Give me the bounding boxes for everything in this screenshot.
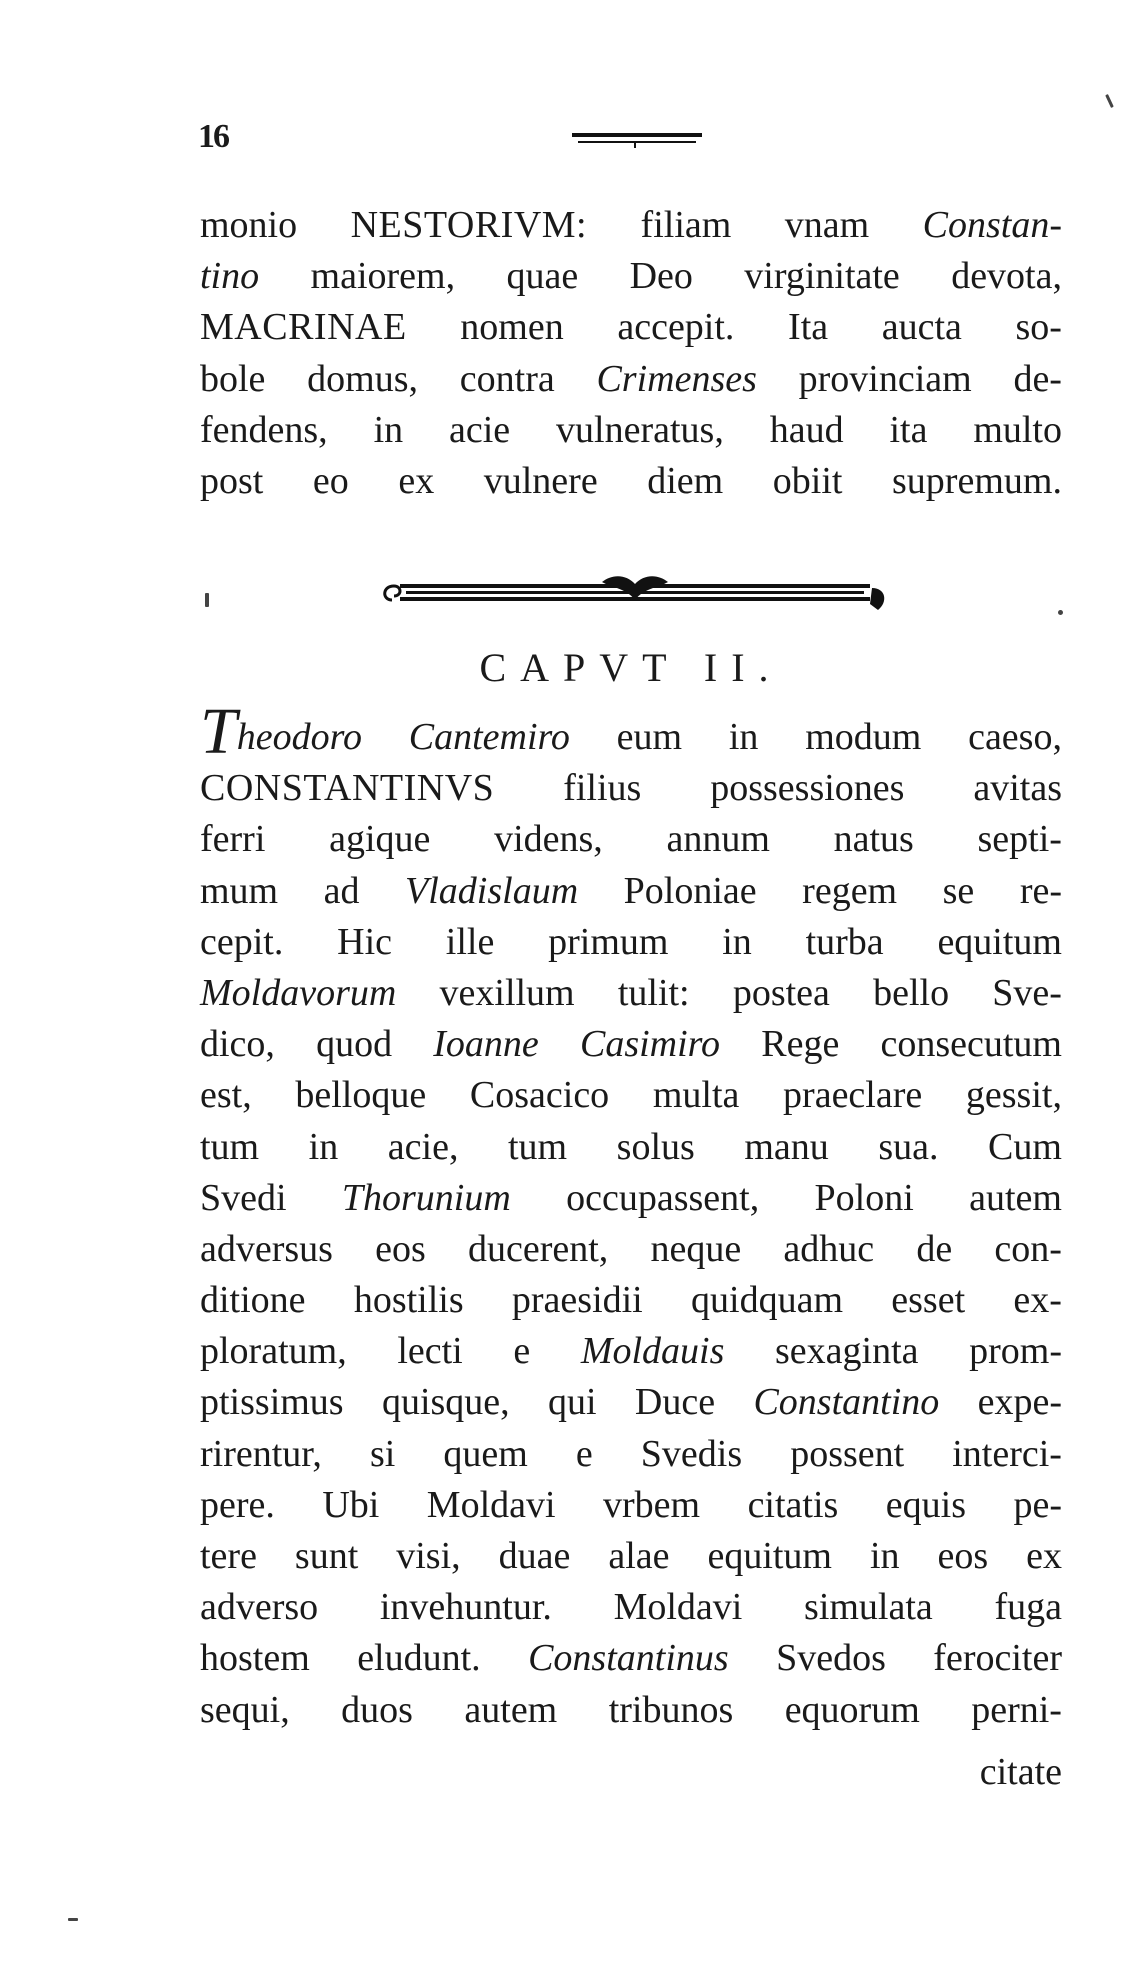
word: lecti bbox=[397, 1330, 463, 1373]
word: primum bbox=[548, 920, 669, 963]
word: vulnere bbox=[483, 459, 598, 502]
word: Moldavi bbox=[613, 1586, 743, 1629]
word: adhuc bbox=[783, 1227, 875, 1270]
word: Vladislaum bbox=[405, 869, 579, 912]
word: Moldauis bbox=[580, 1330, 725, 1373]
word: filius bbox=[563, 767, 642, 810]
word: bole bbox=[200, 357, 266, 400]
word: aucta bbox=[881, 306, 962, 349]
word: haud bbox=[769, 408, 844, 451]
word: interci- bbox=[952, 1432, 1062, 1475]
word: invehuntur. bbox=[379, 1586, 552, 1629]
word: ploratum, bbox=[200, 1330, 347, 1373]
page-number: 16 bbox=[198, 118, 228, 155]
word: Duce bbox=[634, 1381, 716, 1424]
word: avitas bbox=[973, 767, 1062, 810]
paper-speck bbox=[68, 1918, 78, 1921]
word: alae bbox=[608, 1535, 670, 1577]
paper-speck bbox=[1058, 610, 1063, 615]
word: mum bbox=[200, 869, 279, 912]
word: eo bbox=[312, 459, 349, 502]
word: tere bbox=[200, 1535, 257, 1577]
word: qui bbox=[548, 1381, 597, 1424]
word: equorum bbox=[784, 1688, 920, 1731]
word: sua. bbox=[878, 1125, 939, 1168]
word: neque bbox=[650, 1227, 742, 1270]
word: possessiones bbox=[710, 767, 905, 810]
word: quae bbox=[506, 255, 579, 298]
text-line bbox=[200, 1224, 1062, 1275]
text-line bbox=[200, 1275, 1062, 1326]
text-line bbox=[200, 917, 1062, 968]
word: vnam bbox=[784, 204, 870, 246]
text-line bbox=[200, 1070, 1062, 1121]
word: equitum bbox=[707, 1535, 832, 1577]
word: Svedos bbox=[776, 1637, 886, 1680]
word: equis bbox=[885, 1483, 966, 1526]
word: videns, bbox=[494, 818, 603, 861]
paragraph-2 bbox=[200, 695, 1062, 1736]
word: in bbox=[722, 920, 752, 963]
word: contra bbox=[459, 357, 555, 400]
text-line bbox=[200, 1633, 1062, 1684]
word: ditione bbox=[200, 1279, 306, 1322]
text-line bbox=[200, 866, 1062, 917]
word: Theodoro bbox=[200, 695, 362, 768]
word: ferociter bbox=[933, 1637, 1062, 1680]
word: CONSTANTINVS bbox=[200, 767, 495, 810]
word: est, bbox=[200, 1074, 252, 1117]
text-line bbox=[200, 1685, 1062, 1736]
catchword: citate bbox=[979, 1751, 1062, 1793]
word: maiorem, bbox=[310, 255, 456, 298]
word: regem bbox=[802, 869, 898, 912]
word: MACRINAE bbox=[200, 306, 407, 349]
text-line bbox=[200, 968, 1062, 1019]
word: in bbox=[373, 408, 404, 451]
word: eos bbox=[375, 1227, 426, 1270]
word: equitum bbox=[937, 920, 1062, 963]
word: Crimenses bbox=[596, 357, 757, 400]
word: Moldavorum bbox=[200, 971, 397, 1014]
word: turba bbox=[805, 920, 884, 963]
word: so- bbox=[1015, 306, 1062, 349]
word: de bbox=[916, 1227, 953, 1270]
word: bello bbox=[873, 971, 950, 1014]
word: perni- bbox=[971, 1688, 1062, 1731]
word: e bbox=[513, 1330, 531, 1373]
word: praeclare bbox=[783, 1074, 923, 1117]
chapter-ornament bbox=[380, 574, 890, 616]
word: eum bbox=[616, 716, 683, 758]
word: accepit. bbox=[617, 306, 735, 349]
word: de- bbox=[1013, 357, 1062, 400]
word: septi- bbox=[977, 818, 1062, 861]
word: pe- bbox=[1013, 1483, 1062, 1526]
chapter-heading: CAPVT II. bbox=[479, 645, 783, 690]
word: ptissimus bbox=[200, 1381, 344, 1424]
word: cepit. bbox=[200, 920, 284, 963]
word: acie bbox=[449, 408, 511, 451]
text-line bbox=[200, 1173, 1062, 1224]
word: tum bbox=[507, 1125, 568, 1168]
word: tribunos bbox=[608, 1688, 734, 1731]
word: eos bbox=[937, 1535, 989, 1577]
word: caeso, bbox=[968, 716, 1062, 758]
word: adverso bbox=[200, 1586, 319, 1629]
word: simulata bbox=[804, 1586, 933, 1629]
word: sequi, bbox=[200, 1688, 290, 1731]
word: esset bbox=[891, 1279, 966, 1322]
word: ita bbox=[889, 408, 928, 451]
word: in bbox=[869, 1535, 900, 1577]
text-line bbox=[200, 354, 1062, 405]
word: Ioanne bbox=[433, 1023, 539, 1066]
word: agique bbox=[329, 818, 431, 861]
word: Svedi bbox=[200, 1176, 287, 1219]
word: fuga bbox=[994, 1586, 1062, 1629]
word: Poloni bbox=[814, 1176, 914, 1219]
word: Thorunium bbox=[341, 1176, 511, 1219]
word: provinciam bbox=[798, 357, 972, 400]
word: Moldavi bbox=[426, 1483, 556, 1526]
word: post bbox=[200, 459, 264, 502]
word: ex bbox=[1026, 1535, 1062, 1577]
word: quisque, bbox=[381, 1381, 510, 1424]
word: hostem bbox=[200, 1637, 310, 1680]
word: e bbox=[575, 1432, 593, 1475]
word: vexillum bbox=[439, 971, 575, 1014]
word: diem bbox=[647, 459, 724, 502]
word: Hic bbox=[337, 920, 393, 963]
word: annum bbox=[666, 818, 770, 861]
word: tulit: bbox=[617, 971, 690, 1014]
word: multa bbox=[652, 1074, 740, 1117]
word: Rege bbox=[761, 1023, 840, 1066]
word: ducerent, bbox=[468, 1227, 609, 1270]
word: vrbem bbox=[603, 1483, 701, 1526]
word: adversus bbox=[200, 1227, 333, 1270]
text-line bbox=[200, 251, 1062, 302]
text-line bbox=[200, 1326, 1062, 1377]
word: occupassent, bbox=[566, 1176, 760, 1219]
word: ex- bbox=[1013, 1279, 1062, 1322]
word: Svedis bbox=[640, 1432, 743, 1475]
word: pere. bbox=[200, 1483, 275, 1526]
word: Cantemiro bbox=[408, 716, 570, 758]
word: Cum bbox=[988, 1125, 1062, 1168]
word: nomen bbox=[460, 306, 564, 349]
word: gessit, bbox=[965, 1074, 1062, 1117]
header-rule-ornament bbox=[572, 130, 702, 150]
word: hostilis bbox=[353, 1279, 464, 1322]
word: re- bbox=[1019, 869, 1062, 912]
word: ex bbox=[398, 459, 435, 502]
text-line bbox=[200, 302, 1062, 353]
word: Cosacico bbox=[469, 1074, 610, 1117]
word: citatis bbox=[747, 1483, 839, 1526]
word: sunt bbox=[294, 1535, 359, 1577]
word: tum bbox=[200, 1125, 260, 1168]
word: dico, bbox=[200, 1023, 275, 1066]
word: Deo bbox=[629, 255, 693, 298]
word: multo bbox=[973, 408, 1062, 451]
text-line bbox=[200, 1377, 1062, 1428]
word: obiit bbox=[772, 459, 843, 502]
word: filiam bbox=[640, 204, 732, 246]
text-line bbox=[200, 1531, 1062, 1582]
word: praesidii bbox=[511, 1279, 643, 1322]
word: monio bbox=[200, 204, 298, 246]
text-line bbox=[200, 456, 1062, 507]
word: NESTORIVM: bbox=[350, 204, 588, 246]
text-line bbox=[200, 405, 1062, 456]
word: virginitate bbox=[744, 255, 900, 298]
word: autem bbox=[969, 1176, 1062, 1219]
word: quem bbox=[443, 1432, 528, 1475]
word: Constan- bbox=[922, 204, 1062, 246]
paper-speck bbox=[205, 593, 209, 607]
word: consecutum bbox=[880, 1023, 1062, 1066]
word: sexaginta bbox=[774, 1330, 919, 1373]
word: se bbox=[942, 869, 975, 912]
word: tino bbox=[200, 255, 260, 298]
word: modum bbox=[805, 716, 922, 758]
text-line bbox=[200, 1582, 1062, 1633]
word: rirentur, bbox=[200, 1432, 322, 1475]
text-line bbox=[200, 1122, 1062, 1173]
word: duae bbox=[498, 1535, 571, 1577]
word: prom- bbox=[969, 1330, 1062, 1373]
word: vulneratus, bbox=[556, 408, 724, 451]
word: possent bbox=[790, 1432, 905, 1475]
word: devota, bbox=[951, 255, 1062, 298]
text-line bbox=[200, 814, 1062, 865]
word: natus bbox=[833, 818, 914, 861]
word: belloque bbox=[295, 1074, 427, 1117]
text-line bbox=[200, 200, 1062, 251]
word: domus, bbox=[307, 357, 419, 400]
word: visi, bbox=[396, 1535, 461, 1577]
word: solus bbox=[616, 1125, 695, 1168]
word: autem bbox=[464, 1688, 558, 1731]
word: ferri bbox=[200, 818, 266, 861]
word: si bbox=[369, 1432, 396, 1475]
word: ille bbox=[445, 920, 495, 963]
text-line bbox=[200, 763, 1062, 814]
paper-speck bbox=[1105, 94, 1114, 108]
word: Ubi bbox=[322, 1483, 380, 1526]
word: Casimiro bbox=[579, 1023, 721, 1066]
word: Ita bbox=[788, 306, 829, 349]
paragraph-1 bbox=[200, 200, 1062, 507]
text-line bbox=[200, 1429, 1062, 1480]
word: in bbox=[308, 1125, 339, 1168]
word: manu bbox=[744, 1125, 829, 1168]
word: in bbox=[728, 716, 759, 758]
word: Sve- bbox=[992, 971, 1062, 1014]
word: Constantinus bbox=[528, 1637, 729, 1680]
word: eludunt. bbox=[357, 1637, 481, 1680]
word: expe- bbox=[977, 1381, 1062, 1424]
text-line bbox=[200, 1480, 1062, 1531]
word: con- bbox=[994, 1227, 1062, 1270]
word: Poloniae bbox=[623, 869, 757, 912]
word: acie, bbox=[387, 1125, 459, 1168]
word: quod bbox=[316, 1023, 393, 1066]
word: Constantino bbox=[753, 1381, 940, 1424]
word: supremum. bbox=[892, 459, 1062, 502]
word: duos bbox=[341, 1688, 413, 1731]
word: fendens, bbox=[200, 408, 328, 451]
text-line bbox=[200, 1019, 1062, 1070]
word: postea bbox=[732, 971, 830, 1014]
word: quidquam bbox=[691, 1279, 843, 1322]
word: ad bbox=[323, 869, 360, 912]
text-line bbox=[200, 695, 1062, 768]
